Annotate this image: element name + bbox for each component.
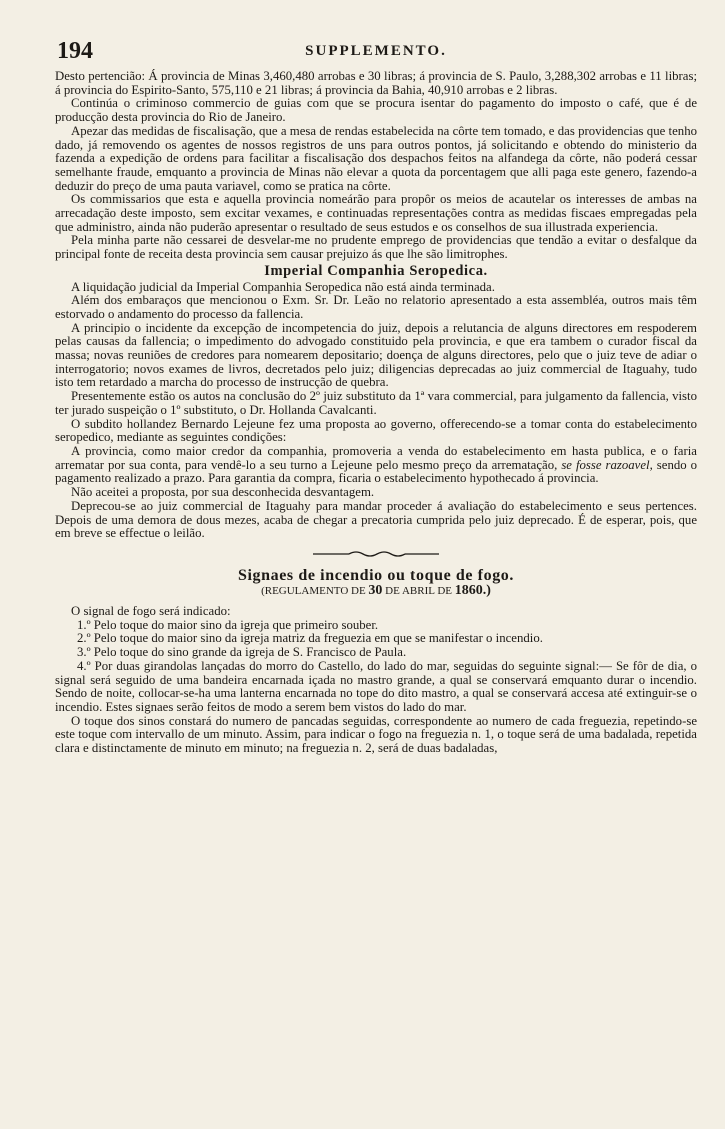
page-body xyxy=(55,70,697,756)
paragraph: A liquidação judicial da Imperial Companhia Seropedica não está ainda terminada. xyxy=(71,279,495,294)
page-header xyxy=(57,38,695,64)
paragraph: Apezar das medidas de fiscalisação, que a mesa de rendas estabelecida na côrte tem tomado, e das providencias que tenho dado, já removendo os agentes de nossos registros de uns para outros pontos, já solicitando e obtendo do ministerio da fazenda a expedição de ordens para facilitar a fiscalisação dos despachos feitos na alfandega da côrte, não poderá cessar semelhante fraude, emquanto a provincia de Minas não elevar a quota da porcentagem que alli paga este genero, fazendo-a deduzir do preço de uma pauta variavel, como se pratica na côrte. xyxy=(55,123,697,193)
paragraph: Continúa o criminoso commercio de guias com que se procura isentar do pagamento do imposto o café, que é de producção desta provincia do Rio de Janeiro. xyxy=(55,96,697,125)
italic-phrase: se fosse razoavel, xyxy=(561,457,653,472)
list-item: 2.º Pelo toque do maior sino da igreja matriz da freguezia em que se manifestar o incendio. xyxy=(77,631,543,646)
sub-mid: DE ABRIL DE xyxy=(385,585,452,598)
text-run: A provincia, como maior credor da companhia, promoveria a venda do estabelecimento em hasta publica, e o faria arrematar por sua conta, para vendê-lo a seu turno a Lejeune pelo mesmo preço da arrematação, xyxy=(55,443,697,472)
page-number: 194 xyxy=(57,38,93,64)
sub-day: 30 xyxy=(368,583,383,599)
paragraph: O subdito hollandez Bernardo Lejeune fez uma proposta ao governo, offerecendo-se a tomar conta do estabelecimento seropedico, mediante as seguintes condições: xyxy=(55,416,697,445)
list-item: 3.º Pelo toque do sino grande da igreja de S. Francisco de Paula. xyxy=(77,645,407,660)
paragraph: O signal de fogo será indicado: xyxy=(71,604,231,619)
paragraph: Desto pertencião: Á provincia de Minas 3,460,480 arrobas e 30 libras; á provincia de S. Paulo, 3,288,302 arrobas e 11 libras; á provincia do Espirito-Santo, 575,110 e 21 libras; á provincia da Bahia, 40,910 arrobas e 2 libras. xyxy=(55,69,697,97)
divider-ornament-icon xyxy=(311,549,441,559)
paragraph: A principio o incidente da excepção de incompetencia do juiz, depois a relutancia de alguns directores em respoderem pelas causas da fallencia; o impedimento do advogado constituido pela provincia, e que era tambem o curador fiscal da massa; novas reuniões de credores para nomearem depositario; doença de alguns directores, pelo que o juiz teve de adiar o interrogatorio; novos exames de livros, decretados pelo juiz; diligencias deprecadas ao juiz commercial de Itaguahy, tudo isto tem retardado a marcha do processo de instrucção de quebra. xyxy=(55,320,697,390)
running-title: SUPPLEMENTO. xyxy=(305,43,447,59)
paragraph: Não aceitei a proposta, por sua desconhecida desvantagem. xyxy=(71,485,375,500)
paragraph: Os commissarios que esta e aquella provincia nomeárão para propôr os meios de acautelar os interesses de ambas na arrecadação deste imposto, sem excitar vexames, e continuadas representações contra as medidas fiscaes empregadas pela que administro, ainda não puderão apresentar o resultado de seus estudos e os conselhos de sua illustrada experiencia. xyxy=(55,192,697,234)
paragraph: Deprecou-se ao juiz commercial de Itaguahy para mandar proceder á avaliação do estabelecimento e seus pertences. Depois de uma demora de dous mezes, acaba de chegar a precatoria cumprida pelo juiz deprecado. É de esperar, pois, que em breve se effectue o leilão. xyxy=(55,498,697,541)
text-run: sendo o pagamento realizado a prazo. Para garantia da compra, ficaria o estabelecimento hypothecado á provincia. xyxy=(55,457,698,486)
sub-year: 1860.) xyxy=(454,583,491,599)
paragraph: Além dos embaraços que mencionou o Exm. Sr. Dr. Leão no relatorio apresentado a esta assembléa, outros mais têm estorvado o andamento do processo da fallencia. xyxy=(55,293,697,321)
list-item: 1.º Pelo toque do maior sino da igreja que primeiro souber. xyxy=(77,617,379,632)
section-heading-incendio: Signaes de incendio ou toque de fogo. xyxy=(237,566,514,584)
paragraph: Presentemente estão os autos na conclusão do 2º juiz substituto da 1ª vara commercial, para julgamento da fallencia, visto ter jurado suspeição o 1º substituto, o Dr. Hollanda Cavalcanti. xyxy=(55,389,697,417)
section-subheading xyxy=(55,584,697,599)
ornamental-divider xyxy=(55,549,697,563)
paragraph: O toque dos sinos constará do numero de pancadas seguidas, correspondente ao numero de cada freguezia, repetindo-se este toque com intervallo de um minuto. Assim, para indicar o fogo na freguezia n. 1, o toque será de uma badalada, repetida clara e distinctamente de minuto em minuto; na freguezia n. 2, será de duas badaladas, xyxy=(55,713,697,756)
paragraph xyxy=(55,445,697,486)
list-item: 4.º Por duas girandolas lançadas do morro do Castello, do lado do mar, seguidas do seguinte signal:— Se fôr de dia, o signal será seguido de uma bandeira encarnada içada no mastro grande, a qual se conservará emquanto durar o incendio. Sendo de noite, collocar-se-ha uma lanterna encarnada no tope do dito mastro, a qual se conservará accesa até extinguir-se o incendio. Estes signaes serão feitos de modo a serem bem vistos do lado do mar. xyxy=(55,658,697,714)
sub-prefix: (REGULAMENTO DE xyxy=(261,585,366,598)
section-heading-seropedica: Imperial Companhia Seropedica. xyxy=(264,262,488,279)
paragraph: Pela minha parte não cessarei de desvelar-me no prudente emprego de providencias que tendão a evitar o desfalque da principal fonte de receita desta provincia sem causar prejuizo ás que lhe são limitrophes. xyxy=(55,233,697,262)
